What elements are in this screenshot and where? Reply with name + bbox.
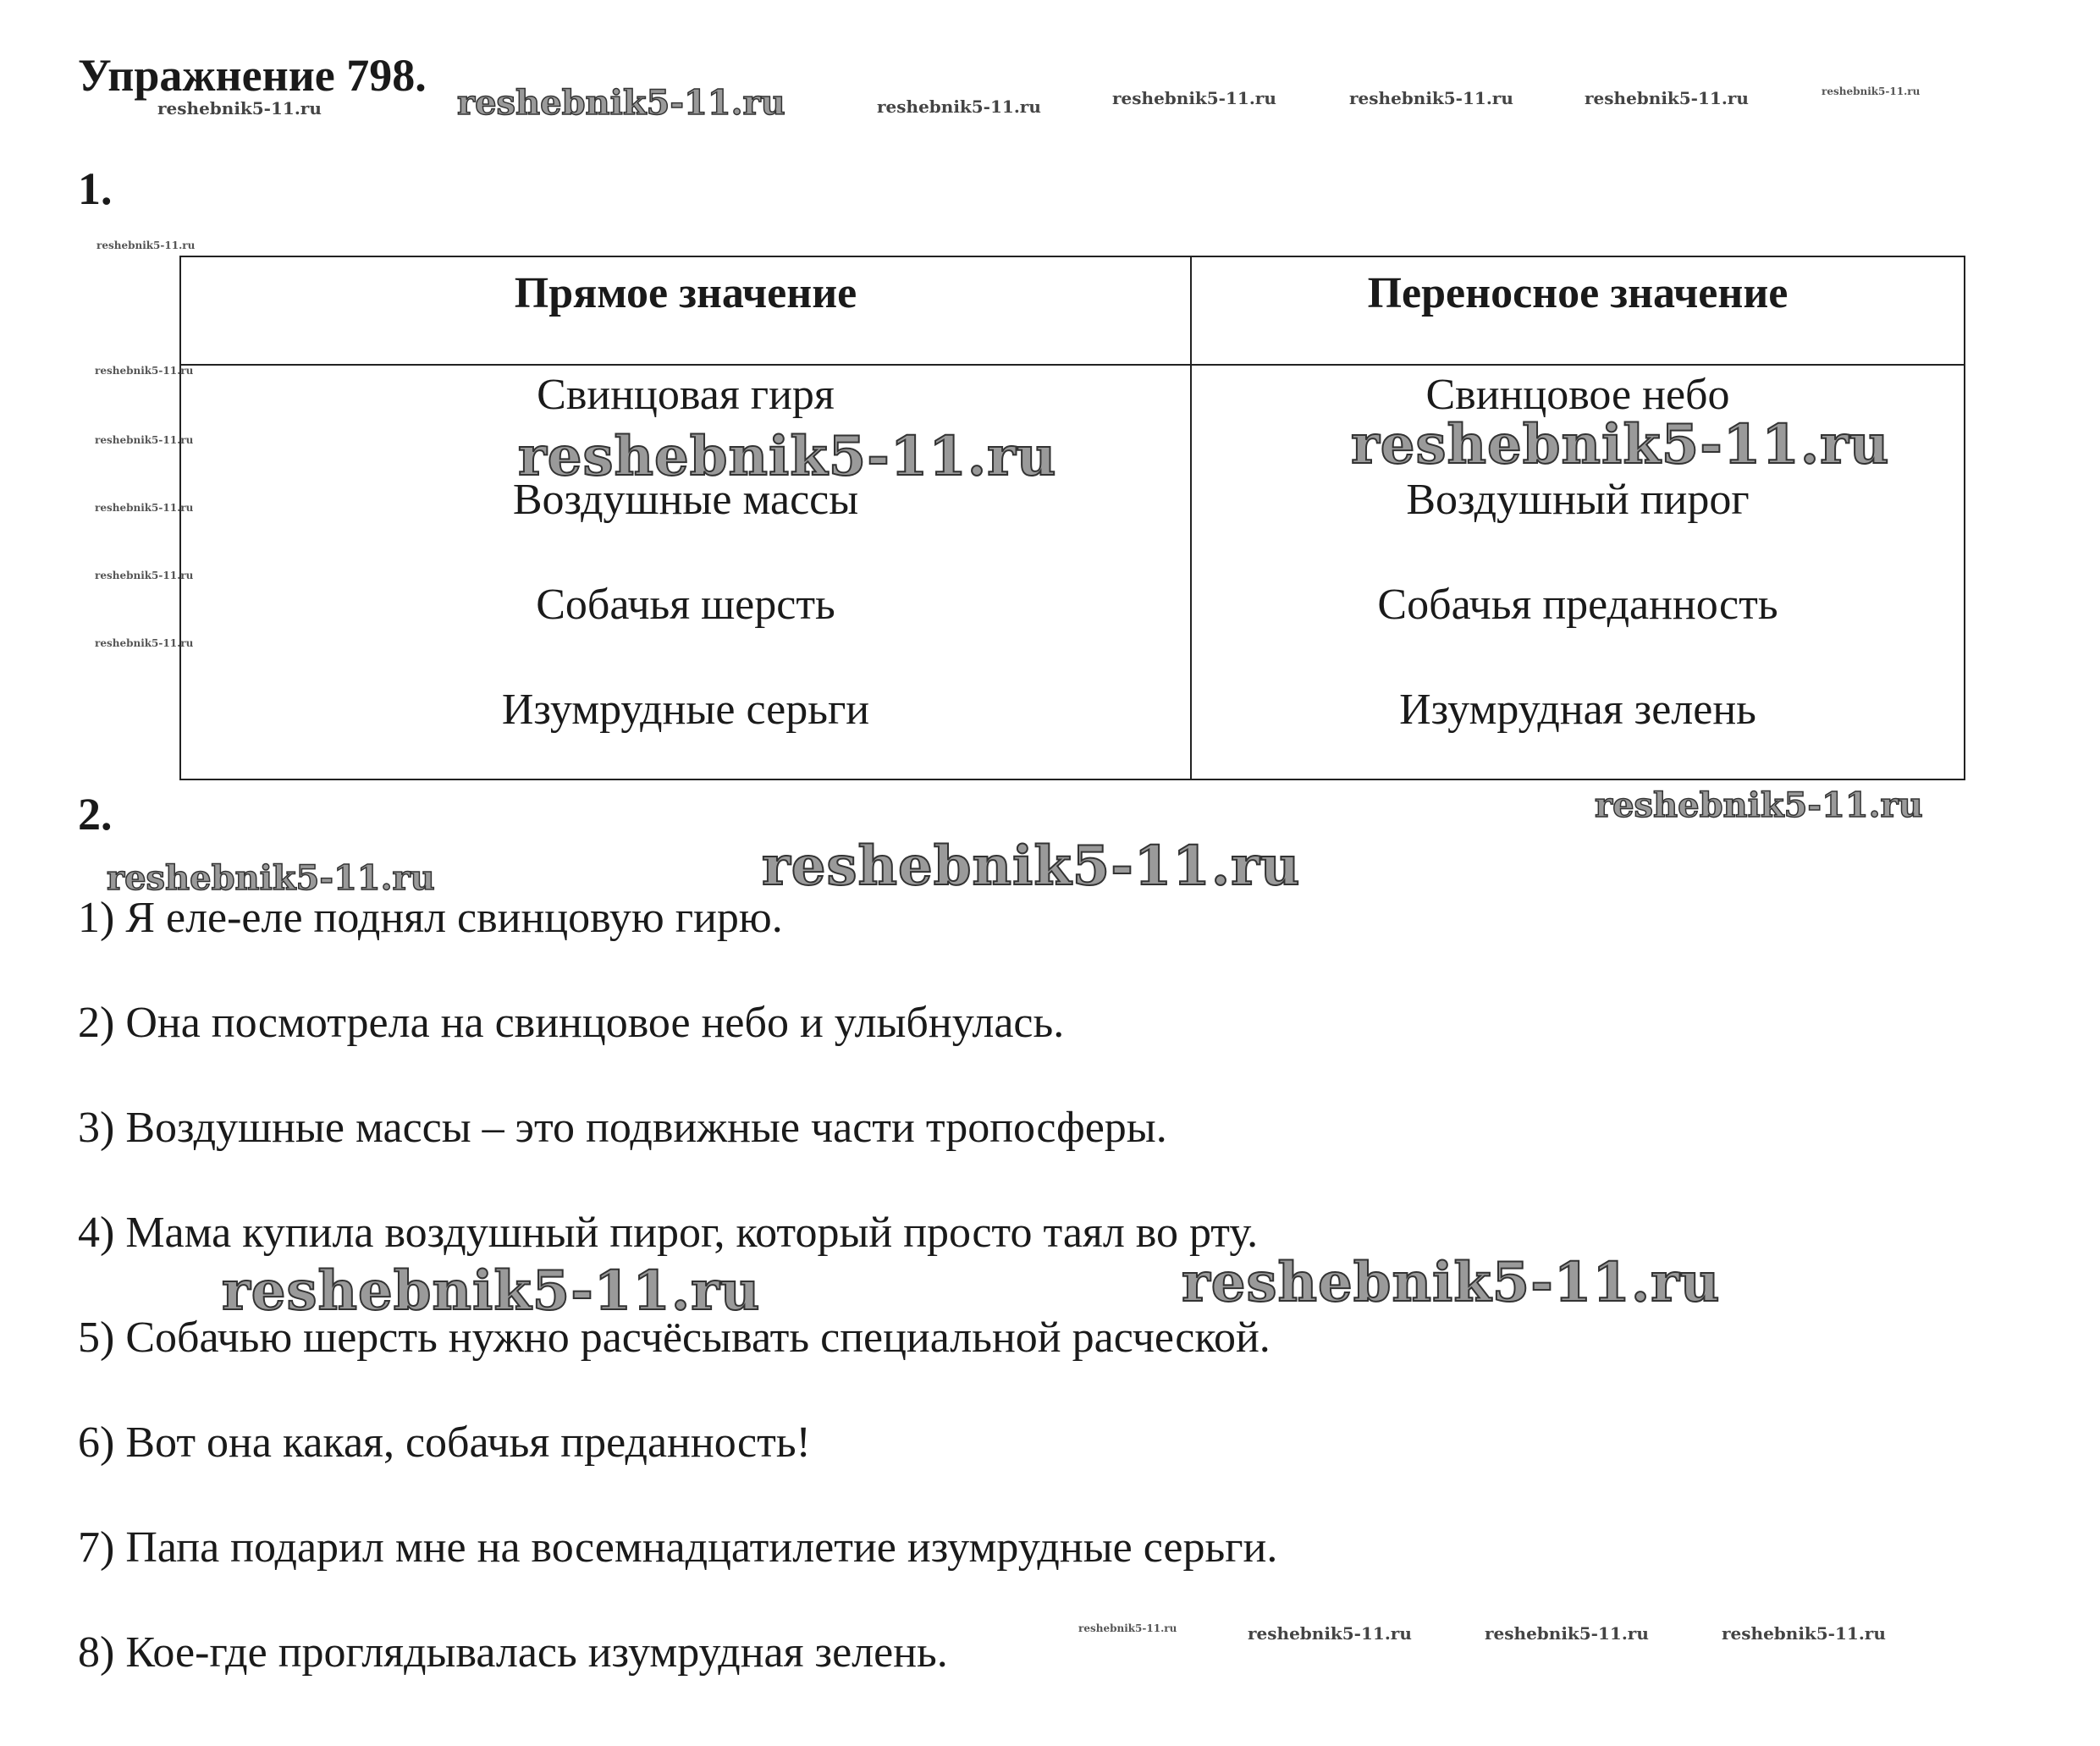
- watermark: reshebnik5-11.ru: [95, 365, 194, 377]
- list-item: 5) Собачью шерсть нужно расчёсывать специальной расческой.: [78, 1314, 1270, 1362]
- table-cell: Собачья шерсть: [536, 581, 835, 629]
- watermark: reshebnik5-11.ru: [1822, 85, 1921, 97]
- watermark: reshebnik5-11.ru: [95, 434, 194, 446]
- list-item: 6) Вот она какая, собачья преданность!: [78, 1418, 811, 1467]
- table-cell: Воздушные массы: [512, 476, 859, 524]
- watermark: reshebnik5-11.ru: [877, 96, 1041, 117]
- watermark: reshebnik5-11.ru: [1485, 1623, 1649, 1644]
- watermark: reshebnik5-11.ru: [96, 240, 196, 251]
- watermark: reshebnik5-11.ru: [1722, 1623, 1886, 1644]
- watermark: reshebnik5-11.ru: [457, 83, 785, 123]
- watermark: reshebnik5-11.ru: [95, 570, 194, 581]
- watermark: reshebnik5-11.ru: [1585, 88, 1749, 108]
- list-item: 4) Мама купила воздушный пирог, который просто таял во рту.: [78, 1209, 1259, 1257]
- watermark: reshebnik5-11.ru: [1595, 785, 1923, 825]
- table-column-direct: [181, 257, 1190, 779]
- list-item: 1) Я еле-еле поднял свинцовую гирю.: [78, 894, 783, 942]
- table-cell: Изумрудные серьги: [501, 686, 870, 734]
- watermark: reshebnik5-11.ru: [1112, 88, 1276, 108]
- section-number-1: 1.: [78, 163, 113, 214]
- list-item: 7) Папа подарил мне на восемнадцатилетие изумрудные серьги.: [78, 1523, 1278, 1572]
- table-cell: Свинцовая гиря: [537, 371, 835, 419]
- table-cell: Свинцовое небо: [1425, 371, 1730, 419]
- table-header-direct: Прямое значение: [514, 269, 857, 317]
- list-item: 3) Воздушные массы – это подвижные части тропосферы.: [78, 1104, 1167, 1152]
- table-column-figurative: [1192, 257, 1964, 779]
- watermark: reshebnik5-11.ru: [1349, 88, 1513, 108]
- watermark: reshebnik5-11.ru: [95, 502, 194, 514]
- list-item: 8) Кое-где проглядывалась изумрудная зелень.: [78, 1628, 948, 1677]
- section-number-2: 2.: [78, 789, 113, 840]
- watermark: reshebnik5-11.ru: [762, 834, 1301, 898]
- table-header-figurative: Переносное значение: [1367, 269, 1789, 317]
- watermark: reshebnik5-11.ru: [1248, 1623, 1412, 1644]
- table-cell: Воздушный пирог: [1406, 476, 1750, 524]
- watermark: reshebnik5-11.ru: [1078, 1622, 1177, 1634]
- watermark: reshebnik5-11.ru: [222, 1259, 761, 1323]
- watermark: reshebnik5-11.ru: [1182, 1251, 1721, 1314]
- exercise-title: Упражнение 798.: [78, 50, 427, 101]
- watermark: reshebnik5-11.ru: [157, 98, 322, 118]
- watermark: reshebnik5-11.ru: [107, 858, 435, 898]
- watermark: reshebnik5-11.ru: [95, 637, 194, 649]
- watermark: reshebnik5-11.ru: [1351, 413, 1890, 476]
- table-cell: Изумрудная зелень: [1399, 686, 1756, 734]
- table-cell: Собачья преданность: [1377, 581, 1778, 629]
- watermark: reshebnik5-11.ru: [518, 425, 1057, 488]
- list-item: 2) Она посмотрела на свинцовое небо и улыбнулась.: [78, 999, 1065, 1047]
- meanings-table: [179, 256, 1965, 780]
